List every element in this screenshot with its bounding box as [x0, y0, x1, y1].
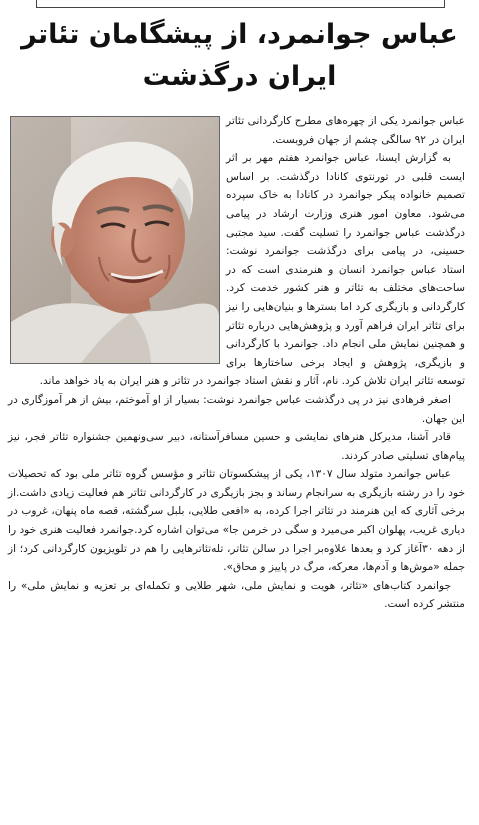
headline-line-1: عباس جوانمرد، از پیشگامان تئاتر: [21, 19, 458, 50]
headline: [0, 14, 479, 98]
portrait-photo-icon: [11, 117, 219, 363]
top-border-box: [36, 0, 445, 8]
article-paragraph-6: جوانمرد کتاب‌های «تئاتر، هویت و نمایش ملی، شهر طلایی و تکمله‌ای بر تعزیه و نمایش ملی» را منتشر کرده است.: [8, 579, 465, 611]
article-paragraph-4: قادر آشنا، مدیرکل هنرهای نمایشی و حسین مسافرآستانه، دبیر سی‌ونهمین جشنواره تئاتر فجر، نیز پیام‌های تسلیتی صادر کردند.: [8, 431, 465, 462]
article-paragraph-1: عباس جوانمرد یکی از چهره‌های مطرح کارگردانی تئاتر ایران در ۹۲ سالگی چشم از جهان فروبست.: [226, 115, 465, 146]
article-paragraph-3: اصغر فرهادی نیز در پی درگذشت عباس جوانمرد نوشت: بسیار از او آموختم، بیش از هر آموزگاری در این جهان.: [8, 393, 465, 425]
portrait-photo: [10, 116, 220, 364]
article-paragraph-5: عباس جوانمرد متولد سال ۱۳۰۷، یکی از پیشکسوتان تئاتر و مؤسس گروه تئاتر ملی بود که تحصیلات خود را در رشته بازیگری به سرانجام رساند و بجز بازیگری در کارگردانی تئاتر هم فعالیت زیادی داشت.از برخی آثاری که این هنرمند در تئاتر اجرا کرده، به «افعی طلایی، بلبل سرگشته، قصه ماه پنهان، غروب در دیاری غریب، پهلوان اکبر می‌میرد و سگی در خرمن جا» می‌توان اشاره کرد.جوانمرد فعالیت هنری خود را از دهه ۳۰آغاز کرد و بعدها علاوه‌بر اجرا در سالن تئاتر، تله‌تئاترهایی را هم در تلویزیون کارگردانی کرد؛ از جمله «موش‌ها و آدم‌ها، معرکه، مرگ در پاییز و محاق».: [8, 468, 466, 574]
article-paragraph-2: به گزارش ایسنا، عباس جوانمرد هفتم مهر بر اثر ایست قلبی در تورنتوی کانادا درگذشت. بر اساس تصمیم خانواده پیکر جوانمرد در کانادا به خاک سپرده می‌شود. معاون امور هنری وزارت ارشاد در پیامی درگذشت عباس جوانمرد را تسلیت گفت. سید مجتبی حسینی، در پیامی برای درگذشت جوانمرد نوشت: استاد عباس جوانمرد انسان و هنرمندی است که در ساحت‌های مختلف به تئاتر و هنر کشور خدمت کرد. کارگردانی و بازیگری کرد اما بسترها و بنیان‌هایی را نیز برای تئاتر ایران فراهم آورد و پژوهش‌هایی درباره تئاتر و همچنین نمایش ملی انجام داد. جوانمرد با کارگردانی و بازیگری، پژوهش و ایجاد برخی ساختارها برای توسعه تئاتر ایران تلاش کرد. نام، آثار و نقش استاد جوانمرد در تئاتر و هنر ایران به یاد خواهد ماند.: [39, 152, 465, 388]
headline-line-2: ایران درگذشت: [142, 61, 337, 92]
